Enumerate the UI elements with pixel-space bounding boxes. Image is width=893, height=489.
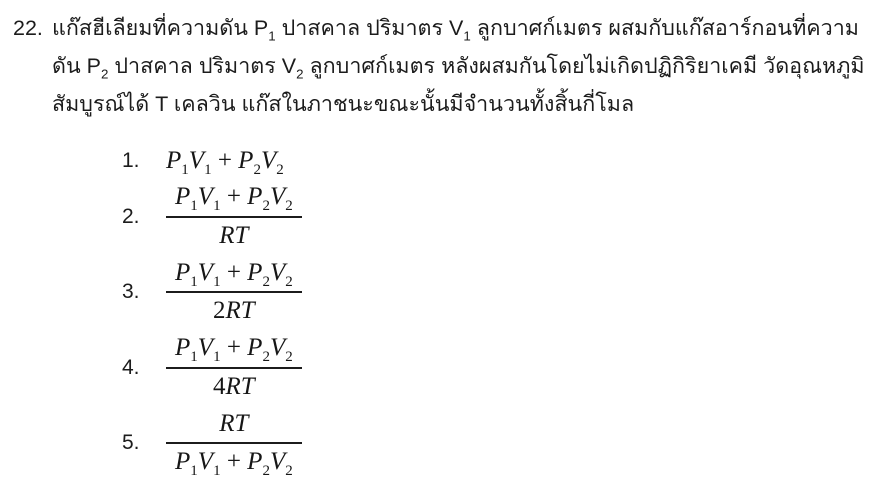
- math-subscript: 2: [285, 273, 293, 290]
- math-subscript: 2: [262, 463, 270, 480]
- math-subscript: 1: [181, 162, 189, 178]
- math-token: RT: [219, 409, 249, 437]
- math-token: +: [211, 147, 239, 174]
- math-token: +: [220, 183, 248, 210]
- math-token: +: [220, 334, 248, 361]
- math-token: V: [197, 334, 214, 361]
- math-subscript: 1: [213, 349, 221, 365]
- fraction-denominator: [166, 367, 302, 402]
- option-3: [122, 259, 893, 327]
- fraction: [166, 259, 302, 327]
- math-token: V: [260, 147, 277, 174]
- fraction-numerator: [166, 259, 302, 292]
- variable-subscript: 2: [296, 66, 304, 82]
- math-token: P: [175, 258, 191, 286]
- math-subscript: 2: [276, 162, 284, 178]
- math-token: V: [197, 183, 214, 210]
- math-token: P: [175, 183, 191, 210]
- math-token: P: [247, 258, 263, 286]
- math-subscript: 1: [190, 463, 198, 480]
- math-token: V: [197, 448, 214, 476]
- fraction-numerator: [166, 183, 302, 216]
- math-token: +: [220, 448, 248, 476]
- option-1: [122, 147, 893, 178]
- variable-subscript: 1: [268, 28, 276, 44]
- math-subscript: 1: [190, 198, 198, 214]
- option-number: 3.: [122, 280, 140, 304]
- math-subscript: 1: [213, 463, 221, 480]
- math-token: V: [197, 258, 214, 286]
- math-token: P: [175, 448, 191, 476]
- option-formula: [166, 334, 302, 402]
- fraction: [166, 334, 302, 402]
- math-subscript: 1: [204, 162, 212, 178]
- option-formula: [166, 183, 302, 251]
- math-subscript: 1: [213, 273, 221, 290]
- option-formula: [166, 259, 302, 327]
- math-subscript: 2: [285, 349, 293, 365]
- option-number: 1.: [122, 149, 140, 172]
- math-token: V: [188, 147, 205, 174]
- fraction-denominator: [166, 216, 302, 251]
- option-5: [122, 410, 893, 478]
- question-block: [0, 0, 893, 123]
- math-token: P: [247, 334, 263, 361]
- math-subscript: 2: [262, 349, 270, 365]
- fraction-denominator: [166, 442, 302, 480]
- math-subscript: 2: [253, 162, 261, 178]
- option-number: 2.: [122, 204, 140, 228]
- option-4: [122, 334, 893, 402]
- math-token: RT: [219, 221, 249, 249]
- math-token: V: [269, 448, 286, 476]
- math-subscript: 1: [190, 349, 198, 365]
- math-subscript: 2: [285, 198, 293, 214]
- math-token: P: [247, 448, 263, 476]
- fraction: [166, 410, 302, 478]
- option-2: [122, 183, 893, 251]
- math-subscript: 1: [213, 198, 221, 214]
- variable-subscript: 2: [100, 66, 109, 82]
- math-token: P: [247, 183, 263, 210]
- option-number: 4.: [122, 355, 140, 379]
- question-text: แก๊สฮีเลียมที่ความดัน $P_1$ ปาสคาล ปริมาตร $V_1$ ลูกบาศก์เมตร ผสมกับแก๊สอาร์กอนที่ความดัน $P_2$ ปาสคาล ปริมาตร $V_2$ ลูกบาศก์เมตร หลังผสมกันโดยไม่เกิดปฏิกิริยาเคมี วัดอุณหภูมิสัมบูรณ์ได้ T เคลวิน แก๊สในภาชนะขณะนั้นมีจำนวนทั้งสิ้นกี่โมล: [52, 16, 865, 116]
- math-token: V: [269, 334, 286, 361]
- question-number: 22.: [13, 16, 43, 40]
- options-list: [122, 147, 893, 480]
- math-token: V: [269, 258, 286, 286]
- math-token: RT: [225, 372, 255, 400]
- math-token: RT: [225, 297, 255, 325]
- math-subscript: 2: [262, 273, 270, 290]
- fraction: [166, 183, 302, 251]
- fraction-numerator: [166, 410, 302, 443]
- option-number: 5.: [122, 431, 140, 455]
- fraction-denominator: [166, 291, 302, 326]
- math-token: P: [238, 147, 254, 174]
- math-token: P: [175, 334, 191, 361]
- math-token: V: [269, 183, 286, 210]
- math-token: 2: [213, 297, 226, 325]
- math-subscript: 2: [262, 198, 270, 214]
- math-subscript: 2: [285, 463, 293, 480]
- fraction-numerator: [166, 334, 302, 367]
- math-token: 4: [213, 372, 226, 400]
- option-formula: [166, 147, 284, 178]
- math-token: P: [166, 147, 182, 174]
- option-formula: [166, 410, 302, 478]
- variable-subscript: 1: [463, 28, 471, 44]
- math-token: +: [220, 258, 248, 286]
- math-subscript: 1: [190, 273, 198, 290]
